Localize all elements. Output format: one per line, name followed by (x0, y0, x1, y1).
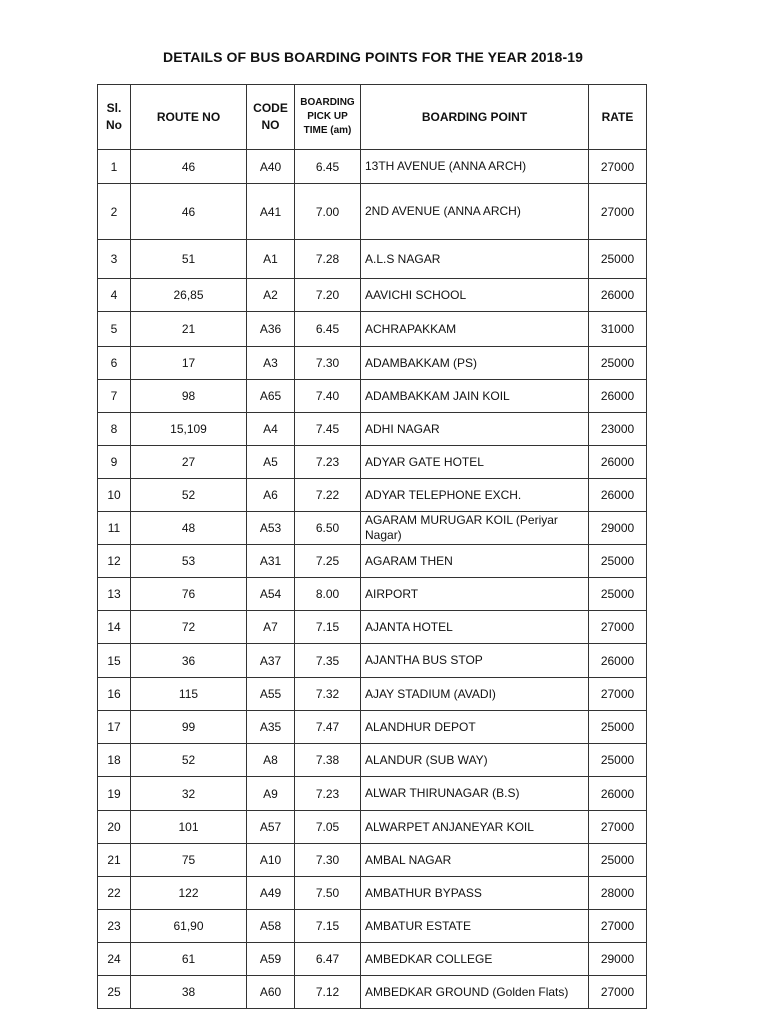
table-row (98, 777, 647, 811)
cell-sl-no: 19 (98, 777, 131, 811)
cell-code-no: A59 (247, 943, 295, 976)
cell-sl-no: 12 (98, 545, 131, 578)
table-row (98, 479, 647, 512)
cell-route-no: 27 (131, 446, 247, 479)
cell-code-no: A9 (247, 777, 295, 811)
cell-rate: 27000 (589, 150, 647, 184)
header-sl-no: Sl. No (98, 85, 131, 150)
header-code-no: CODE NO (247, 85, 295, 150)
cell-route-no: 51 (131, 240, 247, 279)
cell-route-no: 122 (131, 877, 247, 910)
cell-route-no: 76 (131, 578, 247, 611)
cell-rate: 26000 (589, 644, 647, 678)
cell-pickup-time: 7.12 (295, 976, 361, 1009)
cell-route-no: 52 (131, 744, 247, 777)
cell-boarding-point: 13TH AVENUE (ANNA ARCH) (361, 150, 589, 184)
cell-route-no: 75 (131, 844, 247, 877)
cell-boarding-point: ADYAR GATE HOTEL (361, 446, 589, 479)
cell-code-no: A49 (247, 877, 295, 910)
cell-pickup-time: 7.25 (295, 545, 361, 578)
cell-route-no: 101 (131, 811, 247, 844)
table-row (98, 150, 647, 184)
cell-boarding-point: ALWAR THIRUNAGAR (B.S) (361, 777, 589, 811)
cell-rate: 29000 (589, 512, 647, 545)
cell-sl-no: 10 (98, 479, 131, 512)
cell-rate: 25000 (589, 711, 647, 744)
cell-sl-no: 25 (98, 976, 131, 1009)
cell-rate: 26000 (589, 777, 647, 811)
cell-sl-no: 22 (98, 877, 131, 910)
cell-boarding-point: AIRPORT (361, 578, 589, 611)
cell-pickup-time: 7.47 (295, 711, 361, 744)
cell-code-no: A54 (247, 578, 295, 611)
cell-code-no: A58 (247, 910, 295, 943)
cell-boarding-point: AJANTHA BUS STOP (361, 644, 589, 678)
header-route-no: ROUTE NO (131, 85, 247, 150)
table-row (98, 976, 647, 1009)
cell-pickup-time: 7.20 (295, 279, 361, 312)
cell-pickup-time: 7.40 (295, 380, 361, 413)
table-row (98, 545, 647, 578)
table-row (98, 678, 647, 711)
cell-sl-no: 24 (98, 943, 131, 976)
cell-sl-no: 20 (98, 811, 131, 844)
table-row (98, 312, 647, 347)
cell-route-no: 61 (131, 943, 247, 976)
cell-sl-no: 16 (98, 678, 131, 711)
cell-boarding-point: 2ND AVENUE (ANNA ARCH) (361, 184, 589, 240)
cell-code-no: A7 (247, 611, 295, 644)
cell-rate: 27000 (589, 976, 647, 1009)
cell-rate: 31000 (589, 312, 647, 347)
cell-rate: 28000 (589, 877, 647, 910)
cell-sl-no: 21 (98, 844, 131, 877)
table-row (98, 380, 647, 413)
cell-rate: 25000 (589, 240, 647, 279)
cell-pickup-time: 7.38 (295, 744, 361, 777)
cell-boarding-point: ADAMBAKKAM JAIN KOIL (361, 380, 589, 413)
cell-rate: 26000 (589, 279, 647, 312)
cell-sl-no: 3 (98, 240, 131, 279)
cell-sl-no: 8 (98, 413, 131, 446)
cell-rate: 26000 (589, 479, 647, 512)
cell-route-no: 15,109 (131, 413, 247, 446)
cell-rate: 27000 (589, 611, 647, 644)
cell-code-no: A2 (247, 279, 295, 312)
cell-code-no: A65 (247, 380, 295, 413)
cell-boarding-point: ADAMBAKKAM (PS) (361, 347, 589, 380)
cell-code-no: A55 (247, 678, 295, 711)
table-row (98, 711, 647, 744)
table-row (98, 578, 647, 611)
cell-code-no: A6 (247, 479, 295, 512)
cell-route-no: 38 (131, 976, 247, 1009)
cell-route-no: 21 (131, 312, 247, 347)
table-row (98, 413, 647, 446)
cell-pickup-time: 7.30 (295, 347, 361, 380)
cell-rate: 25000 (589, 545, 647, 578)
table-row (98, 611, 647, 644)
cell-sl-no: 7 (98, 380, 131, 413)
table-row (98, 347, 647, 380)
cell-pickup-time: 7.32 (295, 678, 361, 711)
cell-code-no: A3 (247, 347, 295, 380)
cell-boarding-point: ADHI NAGAR (361, 413, 589, 446)
table-row (98, 184, 647, 240)
cell-rate: 25000 (589, 744, 647, 777)
table-row (98, 943, 647, 976)
table-row (98, 910, 647, 943)
cell-sl-no: 11 (98, 512, 131, 545)
cell-sl-no: 17 (98, 711, 131, 744)
table-row (98, 446, 647, 479)
cell-route-no: 98 (131, 380, 247, 413)
cell-route-no: 46 (131, 150, 247, 184)
cell-route-no: 46 (131, 184, 247, 240)
cell-rate: 25000 (589, 347, 647, 380)
cell-code-no: A60 (247, 976, 295, 1009)
cell-route-no: 48 (131, 512, 247, 545)
cell-code-no: A35 (247, 711, 295, 744)
cell-boarding-point: AMBATHUR BYPASS (361, 877, 589, 910)
cell-route-no: 36 (131, 644, 247, 678)
cell-boarding-point: ADYAR TELEPHONE EXCH. (361, 479, 589, 512)
cell-boarding-point: AJANTA HOTEL (361, 611, 589, 644)
cell-pickup-time: 7.23 (295, 446, 361, 479)
cell-boarding-point: ALANDUR (SUB WAY) (361, 744, 589, 777)
cell-code-no: A8 (247, 744, 295, 777)
cell-pickup-time: 7.00 (295, 184, 361, 240)
cell-pickup-time: 7.05 (295, 811, 361, 844)
table-row (98, 844, 647, 877)
table-row (98, 240, 647, 279)
cell-boarding-point: AGARAM THEN (361, 545, 589, 578)
cell-pickup-time: 6.45 (295, 312, 361, 347)
cell-rate: 25000 (589, 844, 647, 877)
cell-pickup-time: 7.35 (295, 644, 361, 678)
cell-route-no: 61,90 (131, 910, 247, 943)
cell-code-no: A36 (247, 312, 295, 347)
cell-rate: 26000 (589, 446, 647, 479)
cell-route-no: 115 (131, 678, 247, 711)
table-row (98, 811, 647, 844)
cell-boarding-point: AMBATUR ESTATE (361, 910, 589, 943)
cell-code-no: A53 (247, 512, 295, 545)
cell-code-no: A5 (247, 446, 295, 479)
cell-route-no: 32 (131, 777, 247, 811)
cell-boarding-point: AMBAL NAGAR (361, 844, 589, 877)
cell-boarding-point: AMBEDKAR COLLEGE (361, 943, 589, 976)
table-row (98, 744, 647, 777)
cell-rate: 25000 (589, 578, 647, 611)
header-boarding-point: BOARDING POINT (361, 85, 589, 150)
cell-sl-no: 9 (98, 446, 131, 479)
cell-route-no: 53 (131, 545, 247, 578)
cell-rate: 27000 (589, 910, 647, 943)
cell-pickup-time: 6.47 (295, 943, 361, 976)
cell-pickup-time: 8.00 (295, 578, 361, 611)
cell-code-no: A31 (247, 545, 295, 578)
cell-boarding-point: A.L.S NAGAR (361, 240, 589, 279)
cell-code-no: A37 (247, 644, 295, 678)
table-row (98, 877, 647, 910)
cell-rate: 29000 (589, 943, 647, 976)
cell-rate: 23000 (589, 413, 647, 446)
cell-pickup-time: 6.45 (295, 150, 361, 184)
cell-route-no: 99 (131, 711, 247, 744)
cell-boarding-point: AJAY STADIUM (AVADI) (361, 678, 589, 711)
cell-boarding-point: AAVICHI SCHOOL (361, 279, 589, 312)
boarding-points-table (97, 84, 647, 1009)
table-row (98, 512, 647, 545)
document-title: DETAILS OF BUS BOARDING POINTS FOR THE YEAR 2018-19 (163, 49, 583, 65)
cell-sl-no: 2 (98, 184, 131, 240)
cell-sl-no: 4 (98, 279, 131, 312)
cell-rate: 26000 (589, 380, 647, 413)
table-row (98, 279, 647, 312)
cell-boarding-point: ALWARPET ANJANEYAR KOIL (361, 811, 589, 844)
table-header-row (98, 85, 647, 150)
cell-pickup-time: 7.30 (295, 844, 361, 877)
cell-sl-no: 1 (98, 150, 131, 184)
cell-boarding-point: ALANDHUR DEPOT (361, 711, 589, 744)
cell-code-no: A40 (247, 150, 295, 184)
cell-code-no: A1 (247, 240, 295, 279)
cell-code-no: A57 (247, 811, 295, 844)
cell-route-no: 72 (131, 611, 247, 644)
cell-sl-no: 18 (98, 744, 131, 777)
cell-sl-no: 6 (98, 347, 131, 380)
table-row (98, 644, 647, 678)
cell-boarding-point: AGARAM MURUGAR KOIL (Periyar Nagar) (361, 512, 589, 545)
header-rate: RATE (589, 85, 647, 150)
cell-code-no: A4 (247, 413, 295, 446)
cell-pickup-time: 7.50 (295, 877, 361, 910)
cell-pickup-time: 7.45 (295, 413, 361, 446)
cell-sl-no: 14 (98, 611, 131, 644)
cell-code-no: A10 (247, 844, 295, 877)
cell-pickup-time: 7.23 (295, 777, 361, 811)
cell-boarding-point: AMBEDKAR GROUND (Golden Flats) (361, 976, 589, 1009)
cell-sl-no: 13 (98, 578, 131, 611)
cell-rate: 27000 (589, 811, 647, 844)
cell-pickup-time: 6.50 (295, 512, 361, 545)
cell-code-no: A41 (247, 184, 295, 240)
cell-route-no: 52 (131, 479, 247, 512)
header-pickup-time: BOARDING PICK UP TIME (am) (295, 85, 361, 150)
cell-sl-no: 5 (98, 312, 131, 347)
cell-sl-no: 15 (98, 644, 131, 678)
cell-boarding-point: ACHRAPAKKAM (361, 312, 589, 347)
cell-rate: 27000 (589, 678, 647, 711)
cell-sl-no: 23 (98, 910, 131, 943)
cell-pickup-time: 7.15 (295, 910, 361, 943)
cell-pickup-time: 7.22 (295, 479, 361, 512)
cell-route-no: 17 (131, 347, 247, 380)
cell-route-no: 26,85 (131, 279, 247, 312)
cell-pickup-time: 7.15 (295, 611, 361, 644)
cell-rate: 27000 (589, 184, 647, 240)
cell-pickup-time: 7.28 (295, 240, 361, 279)
